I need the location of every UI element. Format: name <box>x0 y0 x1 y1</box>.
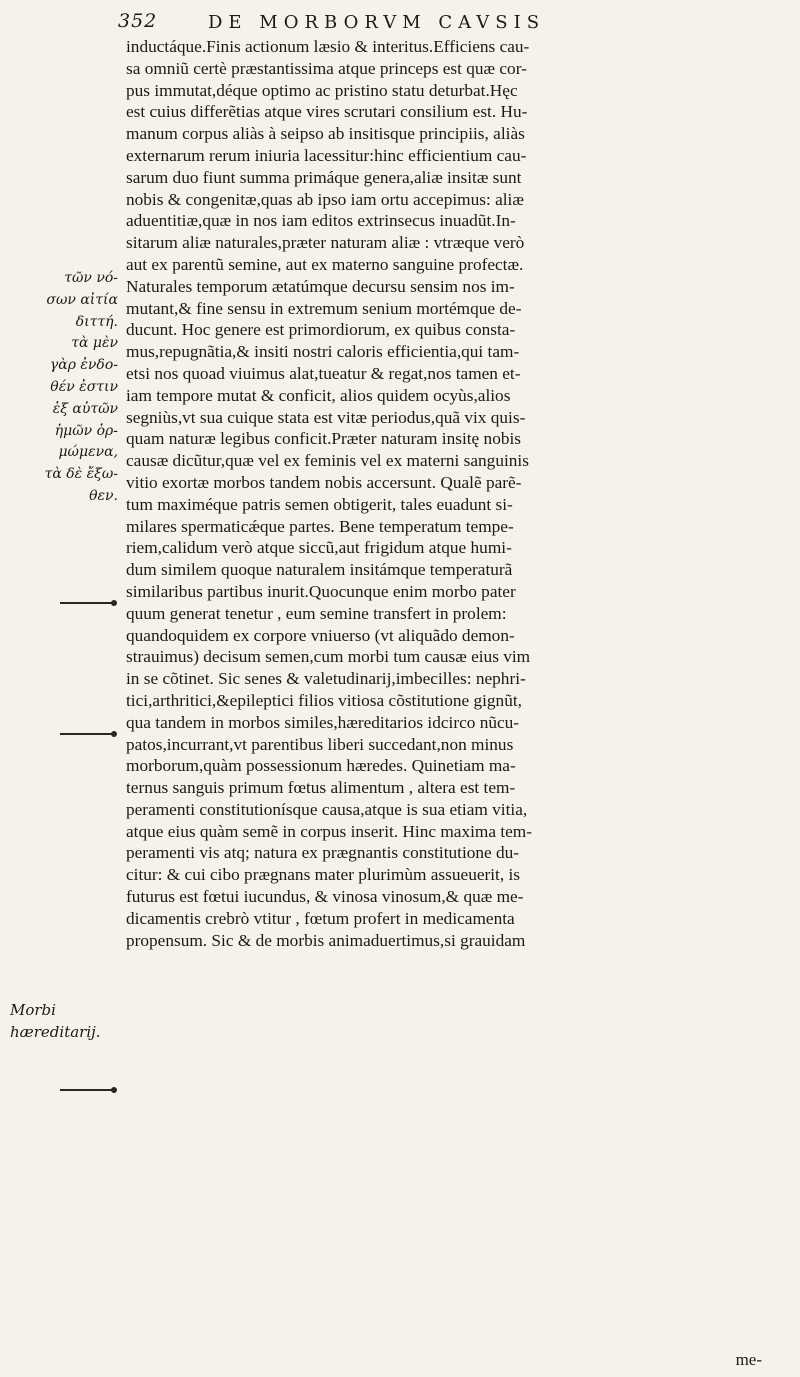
text-line: citur: & cui cibo prægnans mater plurimùm assueuerit, is <box>126 865 521 885</box>
text-line: nobis & congenitæ,quas ab ipso iam ortu accepimus: aliæ <box>126 189 524 209</box>
text-line: morborum,quàm possessionum hæredes. Quinetiam ma- <box>126 756 516 776</box>
text-line: quandoquidem ex corpore vniuerso (vt aliquãdo demon- <box>126 625 515 645</box>
text-line: ternus sanguis primum fœtus alimentum , altera est tem- <box>126 778 516 798</box>
margin-pointer-mark <box>60 733 114 735</box>
text-line: mus,repugnãtia,& insiti nostri caloris efficientia,qui tam- <box>126 342 520 362</box>
margin-note-latin <box>10 1000 126 1044</box>
text-line: aduentitiæ,quæ in nos iam editos extrinsecus inuadũt.In- <box>126 211 516 231</box>
catchword: me- <box>735 1350 762 1369</box>
margin-latin-line: hæreditarij. <box>10 1022 101 1041</box>
text-line: est cuius differẽtias atque vires scrutari consilium est. Hu- <box>126 102 528 122</box>
running-head: DE MORBORVM CAVSIS <box>208 12 546 33</box>
margin-greek-line: τῶν νό- <box>64 270 118 286</box>
text-line: peramenti constitutionísque causa,atque is sua etiam vitia, <box>126 799 528 819</box>
text-line: inductáque.Finis actionum læsio & interitus.Efficiens cau- <box>126 37 530 56</box>
text-line: ducunt. Hoc genere est primordiorum, ex quibus consta- <box>126 320 516 340</box>
margin-greek-line: ἡμῶν ὁρ- <box>54 422 118 439</box>
text-line: quum generat tenetur , eum semine transfert in prolem: <box>126 603 507 623</box>
text-line: dicamentis crebrò vtitur , fœtum profert in medicamenta <box>126 908 515 928</box>
text-line: sarum duo fiunt summa primáque genera,aliæ insitæ sunt <box>126 167 522 187</box>
margin-greek-line: θεν. <box>89 487 118 504</box>
margin-greek-line: διττή. <box>75 313 118 330</box>
text-line: dum similem quoque naturalem insitámque temperaturã <box>126 560 513 580</box>
body-text <box>126 36 788 951</box>
text-line: atque eius quàm semẽ in corpus inserit. Hinc maxima tem- <box>126 821 532 841</box>
text-line: sitarum aliæ naturales,præter naturam aliæ : vtræque verò <box>126 233 525 253</box>
text-line: iam tempore mutat & conficit, alios quidem ocyùs,alios <box>126 385 511 405</box>
text-line: Naturales temporum ætatúmque decursu sensim nos im- <box>126 276 515 296</box>
text-line: causæ dicũtur,quæ vel ex feminis vel ex materni sanguinis <box>126 451 529 471</box>
text-line: segniùs,vt sua cuique stata est vitæ periodus,quã vix quis- <box>126 407 526 427</box>
text-line: peramenti vis atq; natura ex prægnantis constitutione du- <box>126 843 520 863</box>
text-line: tum maximéque patris semen obtigerit, tales euadunt si- <box>126 494 513 514</box>
text-line: qua tandem in morbos similes,hæreditarios idcirco nũcu- <box>126 712 520 732</box>
text-line: vitio exortæ morbos tandem nobis accersunt. Qualẽ parẽ- <box>126 472 522 492</box>
margin-greek-line: τὰ μὲν <box>71 335 118 352</box>
text-line: tici,arthritici,&epileptici filios vitiosa cõstitutione gignũt, <box>126 690 522 710</box>
text-line: sa omniũ certè præstantissima atque princeps est quæ cor- <box>126 58 527 78</box>
margin-greek-line: μώμενα, <box>58 444 118 461</box>
text-line: in se cõtinet. Sic senes & valetudinarij,imbecilles: nephri- <box>126 669 526 689</box>
margin-greek-line: τὰ δὲ ἔξω- <box>44 466 118 483</box>
text-line: quam naturæ legibus conficit.Præter naturam insitę nobis <box>126 429 521 449</box>
text-line: riem,calidum verò atque siccũ,aut frigidum atque humi- <box>126 538 512 558</box>
text-line: etsi nos quoad viuimus alat,tueatur & regat,nos tamen et- <box>126 363 521 383</box>
margin-greek-line: θέν ἐστιν <box>50 378 118 395</box>
page-number: 352 <box>118 10 158 32</box>
text-line: patos,incurrant,vt parentibus liberi succedant,non minus <box>126 734 514 754</box>
text-line: strauimus) decisum semen,cum morbi tum causæ eius vim <box>126 647 531 667</box>
text-line: futurus est fœtui iucundus, & vinosa vinosum,& quæ me- <box>126 887 524 907</box>
margin-note-greek <box>0 268 126 508</box>
margin-greek-line: γὰρ ἐνδο- <box>49 357 118 374</box>
margin-latin-line: Morbi <box>10 1001 56 1019</box>
text-line: milares spermaticǽque partes. Bene temperatum tempe- <box>126 516 514 536</box>
margin-greek-line: ἐξ αὐτῶν <box>52 400 118 417</box>
text-line: pus immutat,déque optimo ac pristino statu deturbat.Hęc <box>126 80 518 100</box>
text-line: similaribus partibus inurit.Quocunque enim morbo pater <box>126 581 516 601</box>
text-line: manum corpus aliàs à seipso ab insitisque principiis, aliàs <box>126 124 525 144</box>
text-line: externarum rerum iniuria lacessitur:hinc efficientium cau- <box>126 145 527 165</box>
text-line: propensum. Sic & de morbis animaduertimus,si grauidam <box>126 930 526 950</box>
margin-pointer-mark <box>60 602 114 604</box>
margin-greek-line: σων αἰτία <box>46 291 118 308</box>
text-line: aut ex parentũ semine, aut ex materno sanguine profectæ. <box>126 254 524 274</box>
text-line: mutant,& fine sensu in extremum senium mortémque de- <box>126 298 522 318</box>
margin-pointer-mark <box>60 1089 114 1091</box>
